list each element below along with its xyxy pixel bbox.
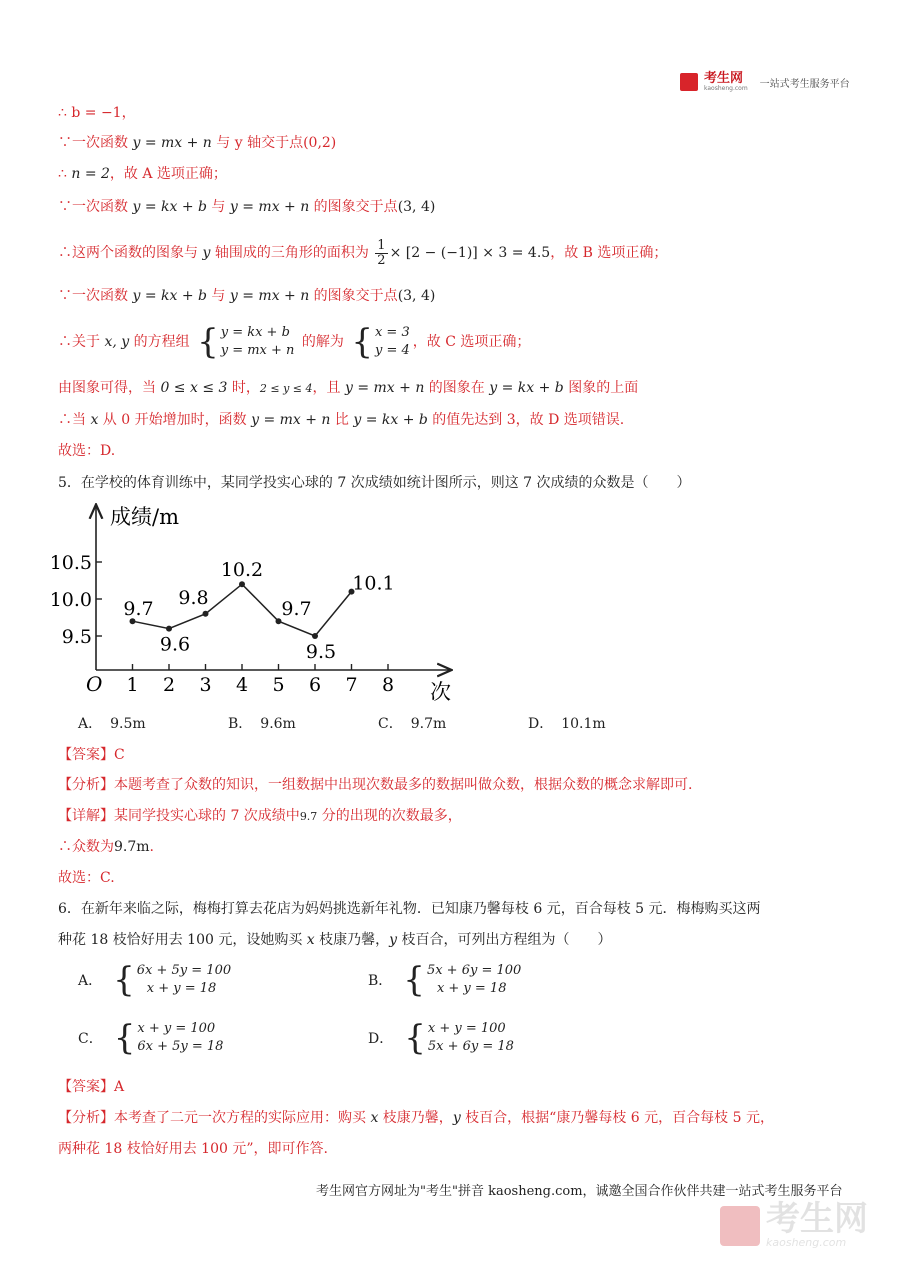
x-tick-label: 3 [199,674,212,696]
y-tick-label: 9.5 [61,626,92,648]
sol4-line-7: ∴关于 x, y 的方程组 { y = kx + b y = mx + n 的解为 { x = 3 y = 4 ，故 C 选项正确； [58,322,531,362]
watermark-name: 考生网 [766,1199,868,1239]
sol4-line-4: ∵一次函数 y = kx + b 与 y = mx + n 的图象交于点(3, 4) [58,199,436,215]
x-tick-label: 2 [162,674,176,696]
q5-option-b: B． 9.6m [228,716,296,732]
watermark-logo-icon [720,1206,760,1246]
q5-choose: 故选：C. [58,870,115,886]
q6-option-b: B． { 5x + 6y = 100 x + y = 18 [368,960,522,1000]
sol4-line-6: ∵一次函数 y = kx + b 与 y = mx + n 的图象交于点(3, 4) [58,288,436,304]
sol4-line-5: ∴这两个函数的图象与 y 轴围成的三角形的面积为 $\frac{1}{2}$ × [2 − (−1)] × 3 = 4.5，故 B 选项正确； [58,237,668,268]
x-tick-label: 8 [381,674,395,696]
q5-detail: 【详解】某同学投实心球的 7 次成绩中9.7 分的出现的次数最多， [58,808,462,824]
sol4-line-8: 由图象可得，当 0 ≤ x ≤ 3 时，2 ≤ y ≤ 4，且 y = mx + n 的图象在 y = kx + b 图象的上面 [58,380,639,396]
brand-header [680,72,850,92]
sol4-line-9: ∴当 x 从 0 开始增加时，函数 y = mx + n 比 y = kx + b 的值先达到 3，故 D 选项错误. [58,412,625,428]
q5-line-chart [49,502,458,704]
series-line [133,584,352,636]
q6-stem-line-2: 种花 18 枝恰好用去 100 元，设她购买 x 枝康乃馨，y 枝百合，可列出方程组为（ ） [58,932,612,948]
sol4-line-3: ∴ n = 2，故 A 选项正确； [58,166,227,182]
sol4-line-2: ∵一次函数 y = mx + n 与 y 轴交于点(0,2) [58,135,337,151]
data-point [203,611,209,617]
brand-domain: kaosheng.com [704,85,748,92]
x-axis-label: 次 [430,680,451,704]
q6-analysis-line-2: 两种花 18 枝恰好用去 100 元”，即可作答. [58,1141,328,1157]
q5-option-a: A． 9.5m [78,716,146,732]
sol4-choose: 故选：D. [58,443,116,459]
q5-stem: 5．在学校的体育训练中，某同学投实心球的 7 次成绩如统计图所示，则这 7 次成绩的众数是（ ） [58,475,691,491]
data-label: 9.8 [178,586,209,609]
y-axis-label: 成绩/m [110,505,179,529]
x-tick-label: 6 [308,674,322,696]
sol4-line-1: ∴ b = −1， [58,105,136,121]
origin-label: O [86,672,103,696]
q6-option-d: D． { x + y = 100 5x + 6y = 18 [368,1018,514,1058]
y-tick-label: 10.0 [49,589,92,611]
x-tick-label: 5 [272,674,285,696]
q6-analysis-line-1: 【分析】本考查了二元一次方程的实际应用：购买 x 枝康乃馨，y 枝百合，根据“康乃馨每枝 6 元，百合每枝 5 元， [58,1110,774,1126]
q5-mode: ∴众数为9.7m. [58,839,154,855]
y-tick-label: 10.5 [49,552,92,574]
brand-slogan: 一站式考生服务平台 [759,78,850,90]
data-label: 9.7 [123,598,154,621]
x-tick-label: 1 [126,674,139,696]
data-point [166,626,172,632]
data-point [239,581,245,587]
footer-note: 考生网官方网址为"考生"拼音 kaosheng.com，诚邀全国合作伙伴共建一站式考生服务平台 [316,1184,843,1199]
watermark-domain: kaosheng.com [766,1236,847,1249]
q5-option-d: D． 10.1m [528,716,606,732]
fraction-half: $\frac{1}{2}$ [377,237,386,268]
brand-name: 考生网 [704,71,744,86]
data-label: 9.5 [305,641,337,663]
brand-logo-icon [680,73,698,91]
q5-options [78,713,678,733]
data-point [312,633,318,639]
solution-system: { x = 3 y = 4 [351,322,410,362]
brand-text [704,72,748,92]
q5-analysis: 【分析】本题考查了众数的知识，一组数据中出现次数最多的数据叫做众数，根据众数的概念求解即可. [58,777,693,793]
q5-option-c: C． 9.7m [378,716,447,732]
q6-option-a: A． { 6x + 5y = 100 x + y = 18 [78,960,232,1000]
x-tick-label: 7 [345,674,358,696]
q5-answer: 【答案】C [58,747,125,763]
q6-answer: 【答案】A [58,1079,125,1095]
data-label: 9.6 [159,633,191,656]
q6-stem-line-1: 6．在新年来临之际，梅梅打算去花店为妈妈挑选新年礼物．已知康乃馨每枝 6 元，百合每枝 5 元．梅梅购买这两 [58,901,761,917]
data-label: 9.7 [281,598,312,621]
data-label: 10.1 [352,572,395,595]
x-tick-label: 4 [235,674,249,696]
watermark [720,1199,868,1249]
equation-system: { y = kx + b y = mx + n [197,322,295,362]
data-label: 10.2 [220,559,264,582]
q6-option-c: C． { x + y = 100 6x + 5y = 18 [78,1018,224,1058]
